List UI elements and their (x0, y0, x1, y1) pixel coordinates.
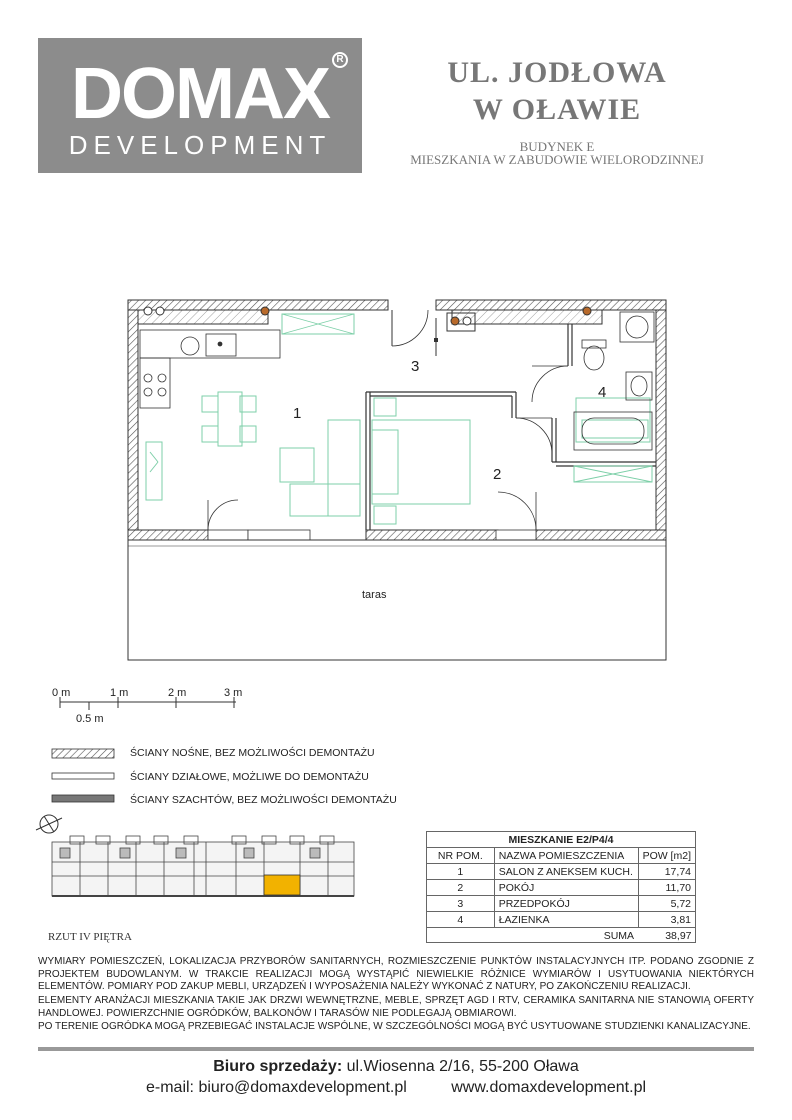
partition-walls (366, 324, 656, 530)
table-sum-row (427, 928, 696, 944)
room-name: POKÓJ (494, 880, 638, 896)
room-area: 17,74 (638, 864, 695, 880)
terrace-label: taras (362, 589, 387, 601)
scale-bar (52, 687, 242, 725)
registered-mark-icon: R (332, 52, 348, 68)
logo-name: DOMAX (71, 54, 329, 134)
room-area: 3,81 (638, 912, 695, 928)
sum-value: 38,97 (665, 929, 692, 942)
room-number: 2 (427, 880, 495, 896)
floor-caption: RZUT IV PIĘTRA (48, 931, 132, 943)
legend-text: ŚCIANY DZIAŁOWE, MOŻLIWE DO DEMONTAŻU (130, 771, 369, 783)
office-address: ul.Wiosenna 2/16, 55-200 Oława (342, 1058, 579, 1075)
scale-tick-1: 1 m (110, 687, 129, 699)
table-row (427, 864, 696, 880)
terrace (128, 540, 666, 660)
room-label-2: 2 (493, 466, 502, 483)
north-arrow-icon (36, 815, 62, 833)
office-label: Biuro sprzedaży: (213, 1058, 343, 1075)
rooms-table (426, 831, 696, 944)
header-building: BUDYNEK E (519, 139, 595, 154)
room-label-1: 1 (293, 405, 302, 422)
legend-text: ŚCIANY SZACHTÓW, BEZ MOŻLIWOŚCI DEMONTAŻU (130, 794, 397, 806)
entrance-door (392, 310, 438, 356)
scale-tick-0: 0 m (52, 687, 71, 699)
room-number: 3 (427, 896, 495, 912)
room-name: PRZEDPOKÓJ (494, 896, 638, 912)
scale-half-tick: 0.5 m (76, 713, 104, 725)
scale-tick-2: 2 m (168, 687, 187, 699)
header-street: UL. JODŁOWA (447, 56, 667, 89)
legend-text: ŚCIANY NOŚNE, BEZ MOŻLIWOŚCI DEMONTAŻU (130, 747, 375, 759)
room-doors (208, 366, 568, 530)
footer-email: e-mail: biuro@domaxdevelopment.pl (145, 1079, 407, 1096)
table-title: MIESZKANIE E2/P4/4 (427, 832, 696, 848)
room-area: 5,72 (638, 896, 695, 912)
table-header: POW [m2] (638, 848, 695, 864)
footer-office (0, 1058, 792, 1076)
note-paragraph: WYMIARY POMIESZCZEŃ, LOKALIZACJA PRZYBORÓW SANITARNYCH, ROZMIESZCZENIE PUNKTÓW INSTALACYJNYCH ITP. PODANO ZGODNIE Z PROJEKTEM BUDOWLANYM. W TRAKCIE REALIZACJI MOGĄ WYSTĄPIĆ NIEWIELKIE RÓŻNICE WYMIARÓW I USYTUOWANIA NIEKTÓRYCH ELEMENTÓW. POMIARY POD ZAKUP MEBLI, URZĄDZEŃ I WYPOSAŻENIA NALEŻY WYKONAĆ Z NATURY, PO ZAKOŃCZENIU REALIZACJI. (38, 956, 754, 992)
legend-bearing-wall-sample (52, 749, 114, 758)
scale-tick-3: 3 m (224, 687, 243, 699)
key-plan (52, 836, 354, 896)
table-row (427, 880, 696, 896)
room-number: 4 (427, 912, 495, 928)
bathroom-fixtures (574, 312, 654, 450)
highlighted-apartment (264, 875, 300, 895)
footer-website: www.domaxdevelopment.pl (451, 1079, 647, 1096)
footer-divider (38, 1047, 754, 1051)
note-paragraph: PO TERENIE OGRÓDKA MOGĄ PRZEBIEGAĆ INSTALACJE WSPÓLNE, W SZCZEGÓLNOŚCI MOGĄ BYĆ USYTUOWANE STUDZIENKI KANALIZACYJNE. (38, 1021, 751, 1032)
legend-shaft-wall-sample (52, 795, 114, 802)
header-city: W OŁAWIE (472, 93, 642, 126)
room-name: ŁAZIENKA (494, 912, 638, 928)
sum-label: SUMA (603, 929, 635, 942)
room-name: SALON Z ANEKSEM KUCH. (494, 864, 638, 880)
logo-tagline: DEVELOPMENT (68, 130, 332, 160)
room-label-4: 4 (598, 384, 607, 401)
table-row (427, 912, 696, 928)
table-header: NAZWA POMIESZCZENIA (494, 848, 638, 864)
footer-contact (0, 1079, 792, 1097)
room-label-3: 3 (411, 358, 420, 375)
table-header: NR POM. (427, 848, 495, 864)
room-area: 11,70 (638, 880, 695, 896)
legend-partition-wall-sample (52, 773, 114, 779)
table-row (427, 896, 696, 912)
note-paragraph: ELEMENTY ARANŻACJI MIESZKANIA TAKIE JAK DRZWI WEWNĘTRZNE, MEBLE, SPRZĘT AGD I RTV, CERAMIKA SANITARNA NIE STANOWIĄ OFERTY HANDLOWEJ. POWIERZCHNIE OGRÓDKÓW, BALKONÓW I TARASÓW NIE PODLEGAJĄ OBMIAROWI. (38, 995, 754, 1019)
room-number: 1 (427, 864, 495, 880)
header-type: MIESZKANIA W ZABUDOWIE WIELORODZINNEJ (410, 152, 704, 167)
